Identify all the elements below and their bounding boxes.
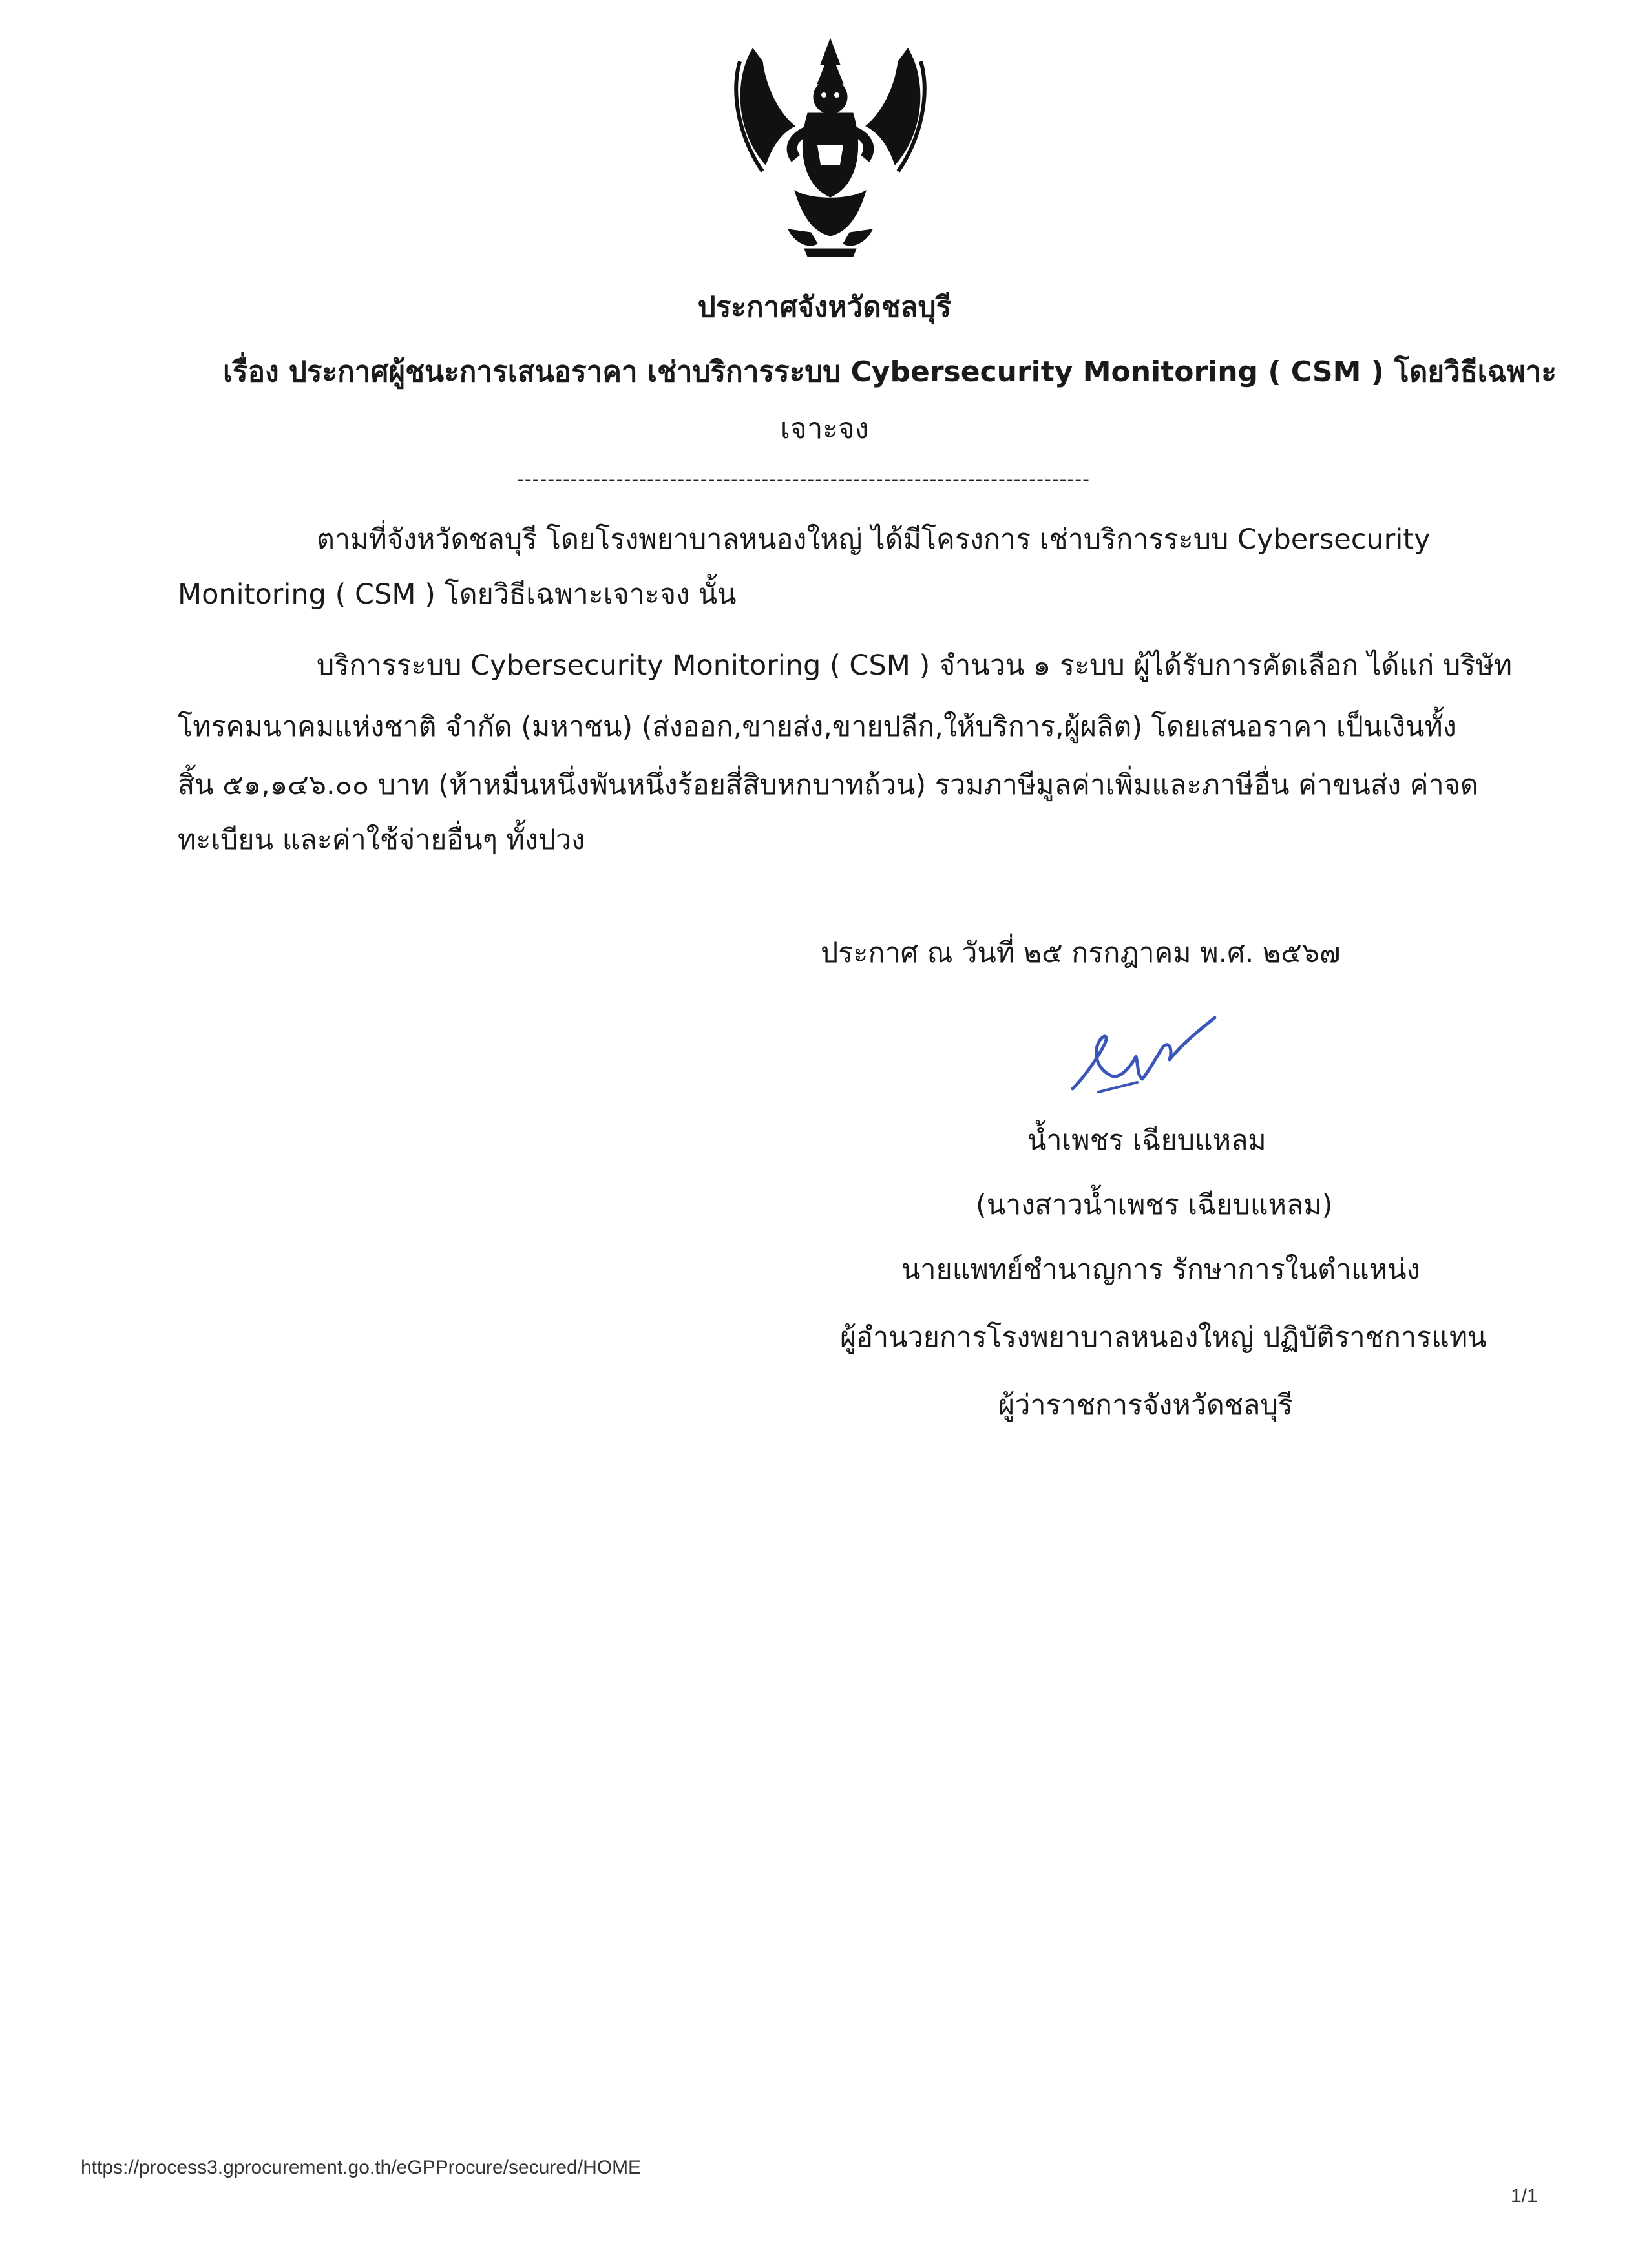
- footer-url: https://process3.gprocurement.go.th/eGPProcure/secured/HOME: [81, 2157, 642, 2178]
- handwritten-signature-icon: [1060, 1005, 1228, 1102]
- garuda-emblem-icon: [727, 36, 934, 258]
- announcement-date: ประกาศ ณ วันที่ ๒๕ กรกฎาคม พ.ศ. ๒๕๖๗: [821, 937, 1341, 969]
- paragraph-1-line-2: Monitoring ( CSM ) โดยวิธีเฉพาะเจาะจง นั้น: [178, 578, 737, 611]
- paragraph-1-line-1: ตามที่จังหวัดชลบุรี โดยโรงพยาบาลหนองใหญ่ ได้มีโครงการ เช่าบริการระบบ Cybersecurity: [317, 523, 1431, 556]
- page-number: 1/1: [1511, 2185, 1538, 2207]
- signatory-position-2: ผู้อำนวยการโรงพยาบาลหนองใหญ่ ปฏิบัติราชการแทน: [840, 1321, 1487, 1354]
- signatory-full-name: (นางสาวน้ำเพชร เฉียบแหลม): [976, 1189, 1333, 1221]
- signatory-position-1: นายแพทย์ชำนาญการ รักษาการในตำแหน่ง: [901, 1254, 1420, 1286]
- signatory-name: น้ำเพชร เฉียบแหลม: [1027, 1124, 1266, 1157]
- divider-line: ---------------------------------------------------------------------------: [517, 468, 1090, 491]
- subject-line-2: เจาะจง: [780, 412, 869, 445]
- announcement-title: ประกาศจังหวัดชลบุรี: [697, 291, 952, 324]
- paragraph-2-line-3: สิ้น ๕๑,๑๔๖.๐๐ บาท (ห้าหมื่นหนึ่งพันหนึ่งร้อยสี่สิบหกบาทถ้วน) รวมภาษีมูลค่าเพิ่มและภาษีอื่น ค่าขนส่ง ค่าจด: [178, 769, 1478, 801]
- paragraph-2-line-4: ทะเบียน และค่าใช้จ่ายอื่นๆ ทั้งปวง: [178, 824, 585, 856]
- signatory-position-3: ผู้ว่าราชการจังหวัดชลบุรี: [998, 1389, 1293, 1422]
- paragraph-2-line-1: บริการระบบ Cybersecurity Monitoring ( CSM ) จำนวน ๑ ระบบ ผู้ได้รับการคัดเลือก ได้แก่ บริษัท: [317, 649, 1513, 682]
- paragraph-2-line-2: โทรคมนาคมแห่งชาติ จำกัด (มหาชน) (ส่งออก,ขายส่ง,ขายปลีก,ให้บริการ,ผู้ผลิต) โดยเสนอราคา เป็นเงินทั้ง: [178, 711, 1456, 743]
- subject-line-1: เรื่อง ประกาศผู้ชนะการเสนอราคา เช่าบริการระบบ Cybersecurity Monitoring ( CSM ) โดยวิธีเฉพาะ: [223, 355, 1557, 388]
